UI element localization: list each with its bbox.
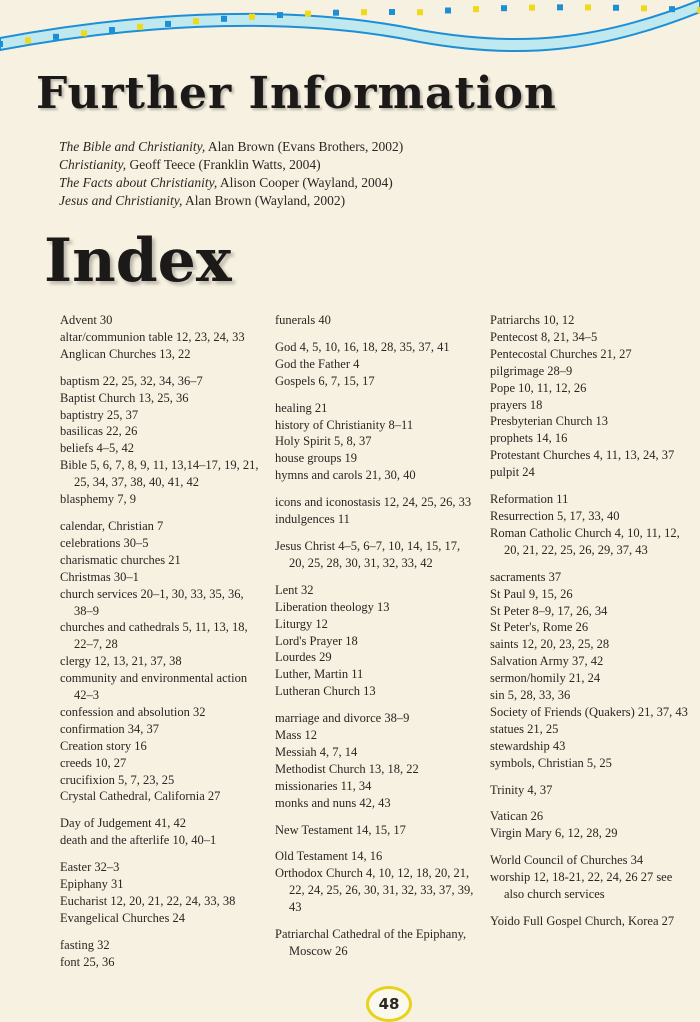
index-entry: celebrations 30–5	[60, 535, 149, 550]
index-entry: baptism 22, 25, 32, 34, 36–7	[60, 373, 203, 388]
index-entry: marriage and divorce 38–9	[275, 711, 410, 726]
index-column-3	[490, 312, 690, 930]
index-entry: confirmation 34, 37	[60, 721, 159, 736]
group-gap	[490, 903, 690, 913]
index-entry: font 25, 36	[60, 954, 115, 969]
index-entry: Pentecost 8, 21, 34–5	[490, 329, 598, 344]
band-dot	[53, 34, 59, 40]
band-dot	[25, 37, 31, 43]
index-entry: St Paul 9, 15, 26	[490, 586, 573, 601]
index-entry: fasting 32	[60, 937, 110, 952]
index-entry: Anglican Churches 13, 22	[60, 346, 191, 361]
index-entry: crucifixion 5, 7, 23, 25	[60, 772, 175, 787]
index-entry: calendar, Christian 7	[60, 518, 164, 533]
group-gap	[60, 805, 260, 815]
index-heading: Index	[44, 226, 232, 296]
group-gap	[275, 528, 477, 538]
band-dot	[333, 10, 339, 16]
band-dot	[0, 41, 3, 47]
index-entry: charismatic churches 21	[60, 552, 181, 567]
book-entry: Christianity, Geoff Teece (Franklin Watts, 2004)	[59, 157, 321, 172]
index-entry: pulpit 24	[490, 465, 535, 480]
group-gap	[60, 508, 260, 518]
index-entry: clergy 12, 13, 21, 37, 38	[60, 654, 182, 669]
index-entry: saints 12, 20, 23, 25, 28	[490, 637, 610, 652]
band-dot	[473, 6, 479, 12]
group-gap	[275, 838, 477, 848]
band-dot	[249, 14, 255, 20]
band-dot	[221, 16, 227, 22]
index-entry: Pentecostal Churches 21, 27	[490, 346, 632, 361]
index-entry: hymns and carols 21, 30, 40	[275, 468, 416, 483]
index-entry: Virgin Mary 6, 12, 28, 29	[490, 826, 618, 841]
index-entry: Eucharist 12, 20, 21, 22, 24, 33, 38	[60, 894, 236, 908]
index-entry: God the Father 4	[275, 356, 360, 371]
index-entry: icons and iconostasis 12, 24, 25, 26, 33	[275, 495, 472, 510]
band-dot	[305, 11, 311, 17]
group-gap	[490, 481, 690, 491]
index-entry: confession and absolution 32	[60, 704, 206, 719]
band-dot	[557, 4, 563, 10]
index-entry: Liberation theology 13	[275, 599, 390, 614]
index-entry: stewardship 43	[490, 738, 566, 753]
index-entry: St Peter's, Rome 26	[490, 620, 589, 635]
index-entry: Orthodox Church 4, 10, 12, 18, 20, 21, 22, 24, 25, 26, 30, 31, 32, 33, 37, 39, 43	[275, 866, 474, 915]
group-gap	[60, 927, 260, 937]
book-entry: Jesus and Christianity, Alan Brown (Wayland, 2002)	[59, 193, 346, 208]
index-entry: Patriarchal Cathedral of the Epiphany, Moscow 26	[275, 927, 467, 958]
index-entry: Advent 30	[60, 313, 113, 327]
index-entry: symbols, Christian 5, 25	[490, 755, 612, 770]
index-entry: Presbyterian Church 13	[490, 414, 609, 429]
index-entry: Baptist Church 13, 25, 36	[60, 390, 189, 405]
index-entry: basilicas 22, 26	[60, 424, 138, 439]
band-dot	[585, 4, 591, 10]
index-entry: history of Christianity 8–11	[275, 417, 414, 432]
further-information-list	[59, 138, 403, 210]
index-entry: Trinity 4, 37	[490, 782, 553, 797]
group-gap	[275, 700, 477, 710]
band-dot	[529, 5, 535, 11]
index-entry: Society of Friends (Quakers) 21, 37, 43	[490, 704, 688, 719]
group-gap	[275, 572, 477, 582]
index-entry: World Council of Churches 34	[490, 853, 644, 868]
index-entry: Day of Judgement 41, 42	[60, 816, 187, 831]
index-entry: funerals 40	[275, 313, 331, 327]
index-entry: missionaries 11, 34	[275, 778, 372, 793]
band-dot	[165, 21, 171, 27]
index-entry: worship 12, 18-21, 22, 24, 26 27 see also church services	[490, 870, 673, 902]
group-gap	[490, 772, 690, 782]
index-entry: New Testament 14, 15, 17	[275, 822, 406, 837]
band-dot	[389, 9, 395, 15]
group-gap	[275, 484, 477, 494]
band-dot	[193, 18, 199, 24]
band-dot	[445, 8, 451, 14]
index-entry: Creation story 16	[60, 738, 147, 753]
band-dot	[417, 9, 423, 15]
index-entry: healing 21	[275, 400, 328, 415]
band-dot	[137, 24, 143, 30]
index-entry: sermon/homily 21, 24	[490, 671, 601, 686]
index-entry: Lourdes 29	[275, 650, 332, 665]
index-entry: Christmas 30–1	[60, 569, 139, 584]
index-entry: blasphemy 7, 9	[60, 492, 137, 507]
index-entry: statues 21, 25	[490, 721, 559, 736]
page-number: 48	[366, 986, 412, 1022]
index-entry: beliefs 4–5, 42	[60, 441, 134, 456]
group-gap	[275, 916, 477, 926]
index-entry: Mass 12	[275, 728, 318, 743]
index-entry: indulgences 11	[275, 512, 350, 527]
index-entry: altar/communion table 12, 23, 24, 33	[60, 329, 245, 344]
group-gap	[275, 329, 477, 339]
index-entry: Easter 32–3	[60, 860, 120, 875]
index-entry: Patriarchs 10, 12	[490, 313, 575, 327]
group-gap	[60, 363, 260, 373]
index-entry: St Peter 8–9, 17, 26, 34	[490, 603, 608, 618]
band-dot	[669, 6, 675, 12]
index-entry: Lutheran Church 13	[275, 684, 376, 699]
index-entry: Jesus Christ 4–5, 6–7, 10, 14, 15, 17, 20, 25, 28, 30, 31, 32, 33, 42	[275, 538, 461, 570]
index-entry: house groups 19	[275, 451, 357, 466]
band-dot	[109, 27, 115, 33]
index-entry: churches and cathedrals 5, 11, 13, 18, 22–7, 28	[60, 620, 248, 652]
index-entry: Vatican 26	[490, 809, 544, 824]
index-entry: death and the afterlife 10, 40–1	[60, 833, 217, 848]
index-entry: Methodist Church 13, 18, 22	[275, 761, 419, 776]
index-entry: Epiphany 31	[60, 877, 124, 892]
index-entry: sacraments 37	[490, 569, 562, 584]
band-dot	[81, 30, 87, 36]
index-entry: Gospels 6, 7, 15, 17	[275, 373, 375, 388]
index-entry: Holy Spirit 5, 8, 37	[275, 434, 372, 449]
further-information-heading: Further Information	[36, 68, 557, 119]
group-gap	[490, 798, 690, 808]
index-entry: Pope 10, 11, 12, 26	[490, 380, 587, 395]
index-entry: prayers 18	[490, 397, 543, 412]
index-entry: Lord's Prayer 18	[275, 633, 358, 648]
group-gap	[275, 812, 477, 822]
book-entry: The Facts about Christianity, Alison Cooper (Wayland, 2004)	[59, 175, 393, 190]
index-entry: Reformation 11	[490, 492, 569, 507]
book-entry: The Bible and Christianity, Alan Brown (Evans Brothers, 2002)	[59, 139, 404, 154]
index-entry: Roman Catholic Church 4, 10, 11, 12, 20, 21, 22, 25, 26, 29, 37, 43	[490, 525, 680, 557]
index-entry: community and environmental action 42–3	[60, 671, 248, 703]
band-dot	[277, 12, 283, 18]
index-entry: Salvation Army 37, 42	[490, 654, 604, 669]
index-entry: God 4, 5, 10, 16, 18, 28, 35, 37, 41	[275, 339, 450, 354]
index-entry: sin 5, 28, 33, 36	[490, 688, 571, 703]
index-entry: Messiah 4, 7, 14	[275, 744, 358, 759]
index-entry: creeds 10, 27	[60, 755, 127, 770]
group-gap	[490, 559, 690, 569]
index-entry: Evangelical Churches 24	[60, 910, 185, 925]
index-column-1	[60, 312, 260, 971]
band-dot	[613, 5, 619, 11]
index-entry: Lent 32	[275, 582, 314, 597]
index-entry: Crystal Cathedral, California 27	[60, 789, 221, 804]
group-gap	[60, 849, 260, 859]
index-column-2	[275, 312, 477, 960]
index-entry: Old Testament 14, 16	[275, 849, 383, 864]
index-entry: pilgrimage 28–9	[490, 363, 573, 378]
decorative-band	[0, 0, 700, 70]
index-entry: prophets 14, 16	[490, 431, 568, 446]
index-entry: Resurrection 5, 17, 33, 40	[490, 508, 620, 523]
band-dot	[361, 9, 367, 15]
group-gap	[490, 842, 690, 852]
index-entry: monks and nuns 42, 43	[275, 795, 391, 810]
index-entry: Liturgy 12	[275, 616, 328, 631]
band-dot	[501, 5, 507, 11]
index-entry: Luther, Martin 11	[275, 667, 364, 682]
index-entry: church services 20–1, 30, 33, 35, 36, 38–9	[60, 586, 244, 618]
index-entry: Bible 5, 6, 7, 8, 9, 11, 13,14–17, 19, 21, 25, 34, 37, 38, 40, 41, 42	[60, 458, 259, 490]
index-entry: Protestant Churches 4, 11, 13, 24, 37	[490, 448, 675, 463]
group-gap	[275, 390, 477, 400]
index-entry: Yoido Full Gospel Church, Korea 27	[490, 914, 675, 928]
band-dot	[641, 5, 647, 11]
index-entry: baptistry 25, 37	[60, 407, 139, 422]
